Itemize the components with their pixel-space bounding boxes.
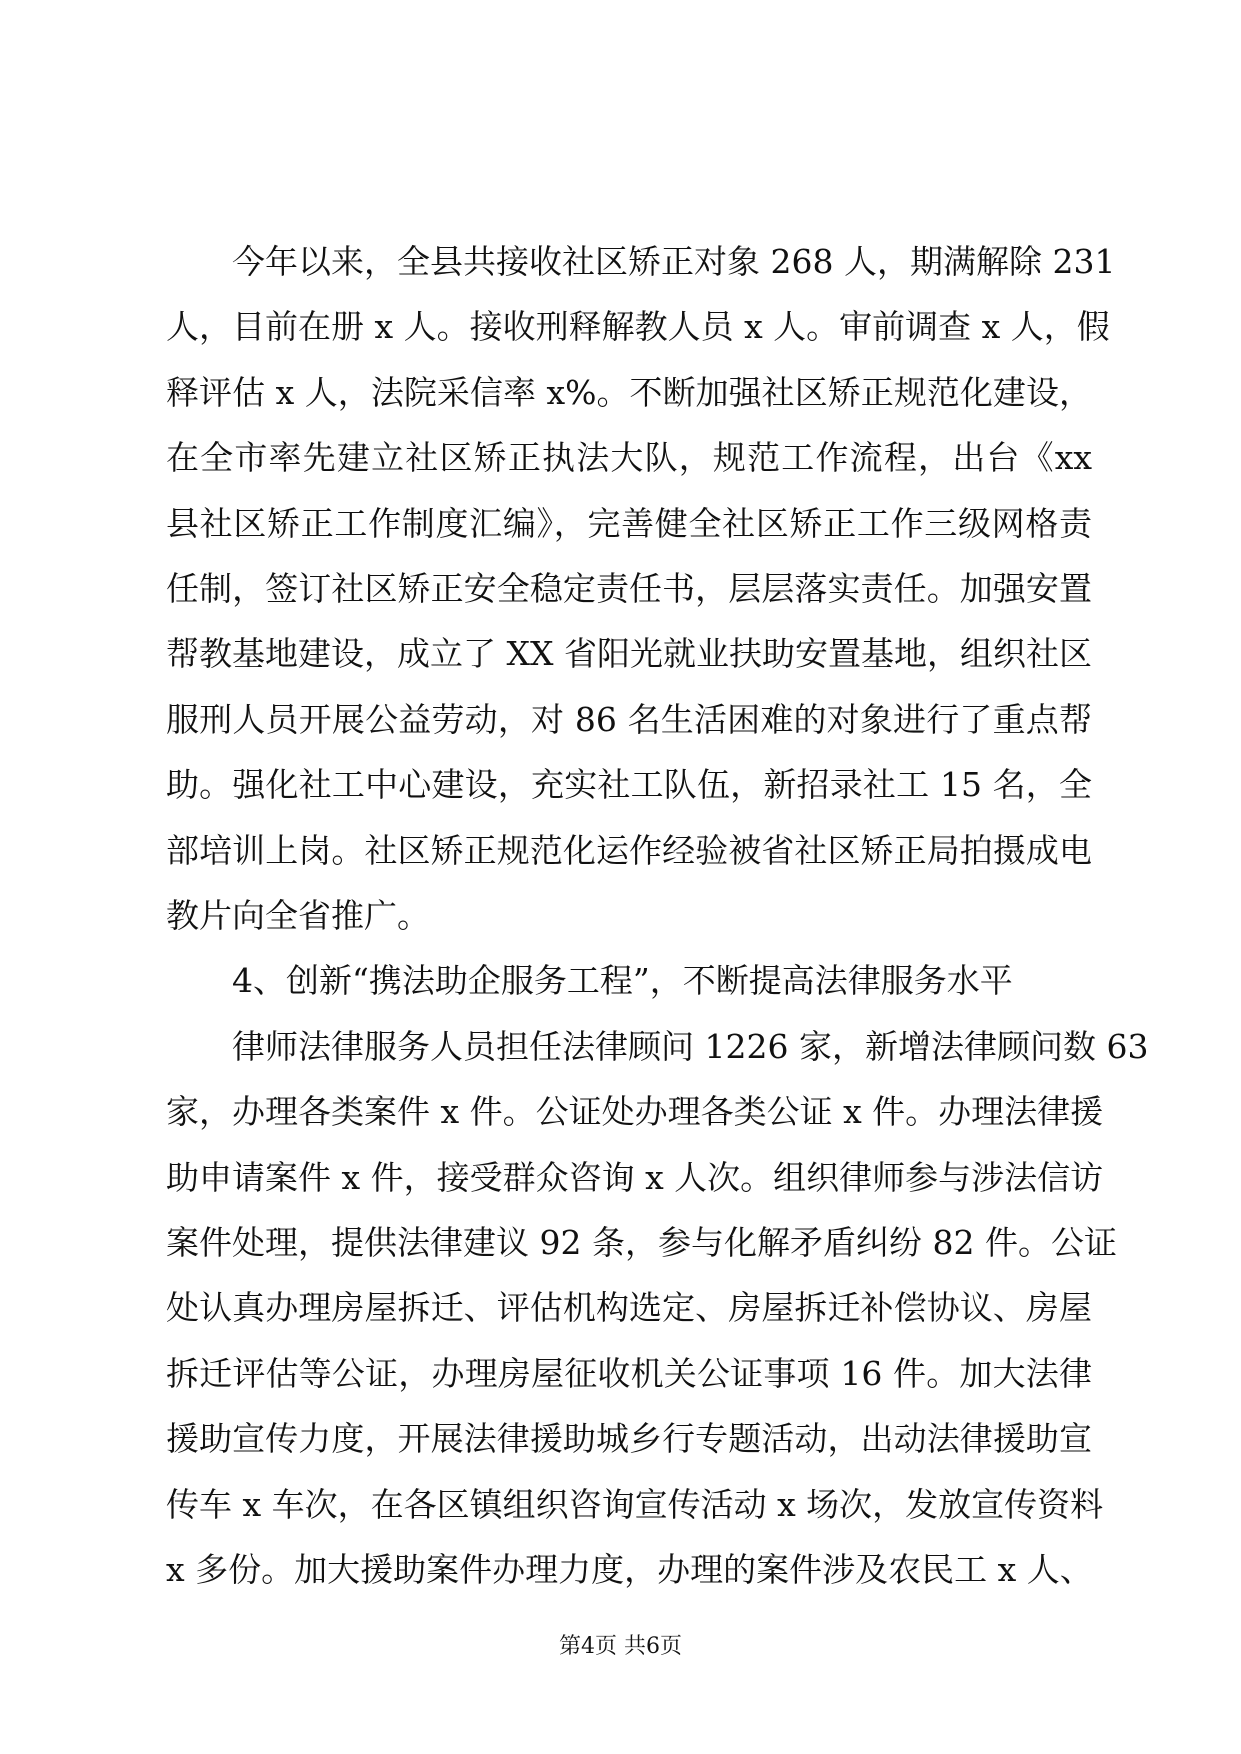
- paragraph-line: 在全市率先建立社区矫正执法大队，规范工作流程，出台《xx: [166, 438, 1092, 478]
- paragraph-line: 释评估 x 人，法院采信率 x%。不断加强社区矫正规范化建设，: [166, 372, 1092, 412]
- paragraph-line: 律师法律服务人员担任法律顾问 1226 家，新增法律顾问数 63: [232, 1026, 1149, 1066]
- paragraph-line: 拆迁评估等公证，办理房屋征收机关公证事项 16 件。加大法律: [166, 1353, 1092, 1393]
- paragraph-line: 帮教基地建设，成立了 XX 省阳光就业扶助安置基地，组织社区: [166, 634, 1092, 674]
- paragraph-line: 家，办理各类案件 x 件。公证处办理各类公证 x 件。办理法律援: [166, 1092, 1104, 1132]
- paragraph-line: 助。强化社工中心建设，充实社工队伍，新招录社工 15 名，全: [166, 765, 1092, 805]
- paragraph-line: 县社区矫正工作制度汇编》，完善健全社区矫正工作三级网格责: [166, 503, 1092, 543]
- paragraph-line: 任制，签订社区矫正安全稳定责任书，层层落实责任。加强安置: [166, 569, 1092, 608]
- paragraph-line: 服刑人员开展公益劳动，对 86 名生活困难的对象进行了重点帮: [166, 699, 1092, 739]
- paragraph-line: 今年以来，全县共接收社区矫正对象 268 人，期满解除 231: [232, 242, 1116, 281]
- paragraph-line: 教片向全省推广。: [166, 896, 430, 935]
- paragraph-line: 援助宣传力度，开展法律援助城乡行专题活动，出动法律援助宣: [166, 1419, 1092, 1459]
- paragraph-line: 案件处理，提供法律建议 92 条，参与化解矛盾纠纷 82 件。公证: [166, 1223, 1117, 1262]
- paragraph-line: 助申请案件 x 件，接受群众咨询 x 人次。组织律师参与涉法信访: [166, 1157, 1104, 1197]
- paragraph-line: x 多份。加大援助案件办理力度，办理的案件涉及农民工 x 人、: [166, 1550, 1093, 1589]
- paragraph-line: 传车 x 车次，在各区镇组织咨询宣传活动 x 场次，发放宣传资料: [166, 1484, 1104, 1524]
- paragraph-line: 人，目前在册 x 人。接收刑释解教人员 x 人。审前调查 x 人，假: [166, 307, 1110, 347]
- page-footer: 第4页 共6页: [559, 1634, 682, 1659]
- section-heading: 4、创新“携法助企服务工程”，不断提高法律服务水平: [232, 961, 1013, 1001]
- paragraph-line: 处认真办理房屋拆迁、评估机构选定、房屋拆迁补偿协议、房屋: [166, 1288, 1092, 1328]
- paragraph-line: 部培训上岗。社区矫正规范化运作经验被省社区矫正局拍摄成电: [166, 830, 1092, 870]
